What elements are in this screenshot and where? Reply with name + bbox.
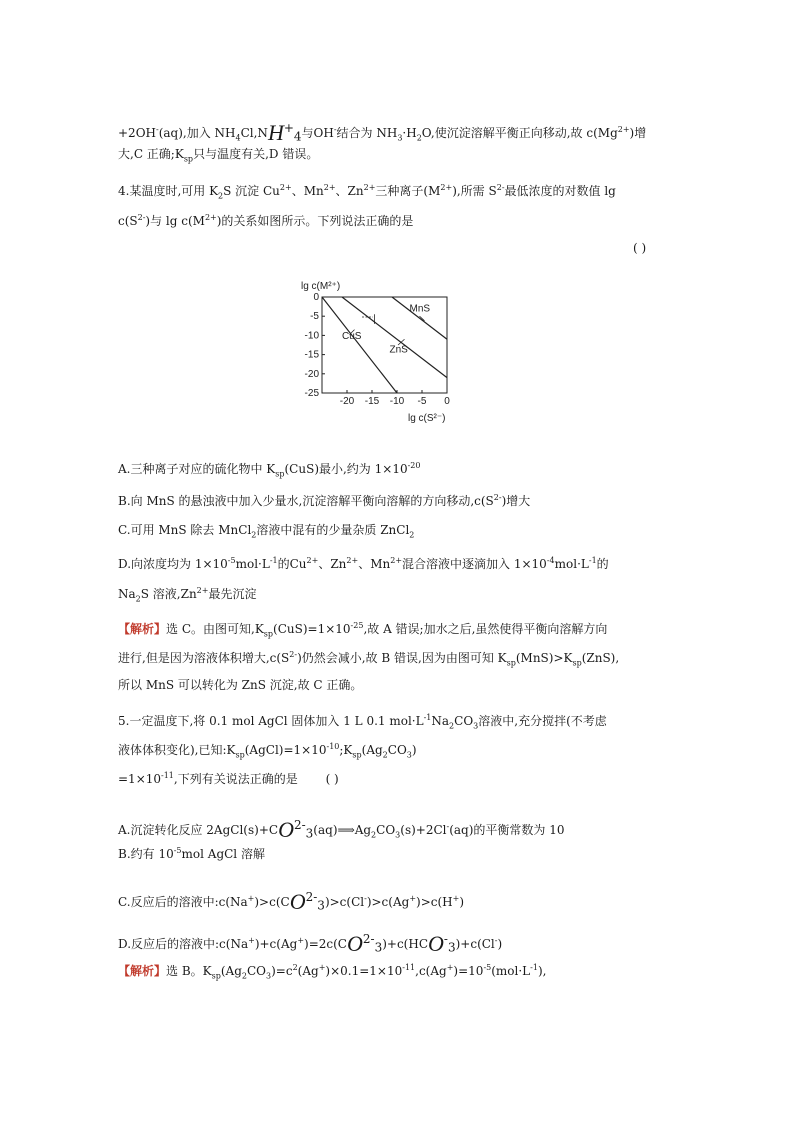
- line-2: 大,C 正确$;K_{sp}$只与温度有关,D 错误。: [118, 147, 319, 164]
- answer-bracket-4: ( ): [633, 241, 647, 255]
- question-5-line-2: 液体体积变化),已知$:K_{sp}(AgCl)=1\times 10^{-10};K_{sp}(Ag_2CO_3)$: [118, 742, 417, 760]
- x-tick-label: -20: [339, 396, 355, 407]
- answer-bracket-5: ( ): [325, 772, 339, 786]
- series-line-cus: [322, 297, 397, 393]
- series-label-zns: ZnS: [389, 344, 408, 356]
- y-tick-label: -5: [310, 311, 319, 323]
- chart-lg-c: [296, 280, 456, 425]
- series-label-cus: CuS: [342, 331, 362, 343]
- chart-xlabel: lg c(S²⁻): [408, 413, 446, 424]
- analysis-label: 【解析】: [118, 622, 167, 636]
- question-4-line-1: 4.某温度时,可用 $K_2S$ 沉淀 $Cu^{2+}$、$Mn^{2+}$、$Zn^{2+}$三种离子$(M^{2+})$,所需 $S^{2-}$最低浓度的对数值 lg: [118, 183, 616, 201]
- analysis-4-line-1: 【解析】选 C。由图可知$,K_{sp}(CuS)=1\times 10^{-25}$,故 A 错误;加水之后,虽然使得平衡向溶解方向: [118, 621, 608, 639]
- option-4a: A.三种离子对应的硫化物中 $K_{sp}(CuS)$最小,约为 $1\times 10^{-20}$: [118, 461, 421, 479]
- question-4-line-2: $c(S^{2-})$与 $\lg c(M^{2+})$的关系如图所示。下列说法正确的是: [118, 213, 414, 228]
- x-tick-label: -5: [417, 396, 427, 407]
- y-tick-label: 0: [313, 292, 319, 303]
- y-tick-label: -20: [304, 368, 319, 380]
- x-tick-label: -15: [364, 396, 380, 407]
- question-5-line-3: $=1\times 10^{-11}$,下列有关说法正确的是 ( ): [118, 771, 339, 786]
- option-5d: D.反应后的溶液中:c(Na+)+c(Ag+)=2c(CO2-3)+c(HCO-3)+c(Cl-): [118, 931, 503, 956]
- analysis-4-line-2: 进行,但是因为溶液体积增大$,c(S^{2-})$仍然会减小,故 B 错误,因为由图可知 $K_{sp}(MnS)>K_{sp}(ZnS)$,: [118, 650, 620, 668]
- option-5b: B.约有 $10^{-5}mol$ AgCl 溶解: [118, 846, 265, 861]
- chart-ylabel: lg c(M²⁺): [301, 281, 341, 292]
- series-label-mns: MnS: [409, 303, 431, 315]
- option-4b: B.向 MnS 的悬浊液中加入少量水,沉淀溶解平衡向溶解的方向移动$,c(S^{2-})$增大: [118, 493, 531, 508]
- x-tick-label: 0: [444, 396, 450, 407]
- analysis-5-line-1: 【解析】选 B。$K_{sp}(Ag_2CO_3)=c^2(Ag^+)\times 0.1=1\times 10^{-11},c(Ag^+)=10^{-5}(mol\cdot L^{-1})$,: [118, 963, 547, 981]
- option-5c: C.反应后的溶液中:c(Na+)>c(CO2-3)>c(Cl-)>c(Ag+)>c(H+): [118, 889, 465, 914]
- line-1: +2OH-(aq),加入 $NH_4Cl,NH+4$与OH-结合为 $NH_3\cdot H_2O$,使沉淀溶解平衡正向移动,故 $c(Mg^{2+})$增: [118, 120, 647, 145]
- analysis-4-line-3: 所以 MnS 可以转化为 ZnS 沉淀,故 C 正确。: [118, 678, 363, 692]
- question-5-line-1: 5.一定温度下,将 0.1 mol AgCl 固体加入 1 L 0.1 $mol\cdot L^{-1}Na_2CO_3$溶液中,充分搅拌(不考虑: [118, 713, 607, 731]
- y-tick-label: -25: [304, 388, 319, 399]
- y-tick-label: -10: [304, 330, 319, 342]
- x-tick-label: -10: [389, 396, 405, 407]
- option-4d: D.向浓度均为 $1\times 10^{-5}mol\cdot L^{-1}$的$Cu^{2+}$、$Zn^{2+}$、$Mn^{2+}$混合溶液中逐滴加入 $1\times 10^{-4}mol\cdot L^{-1}$的: [118, 556, 609, 571]
- option-5a: A.沉淀转化反应 $2AgCl(s)+CO2-3(aq)⟹Ag_2CO_3(s)+2Cl^-(aq)$的平衡常数为 10: [118, 817, 565, 842]
- option-4c: C.可用 MnS 除去 MnCl$_2$溶液中混有的少量杂质 ZnCl$_2$: [118, 523, 415, 540]
- y-tick-label: -15: [304, 349, 319, 361]
- analysis-label: 【解析】: [118, 964, 167, 978]
- option-4d-cont: $Na_2S$ 溶液$,Zn^{2+}$最先沉淀: [118, 586, 257, 604]
